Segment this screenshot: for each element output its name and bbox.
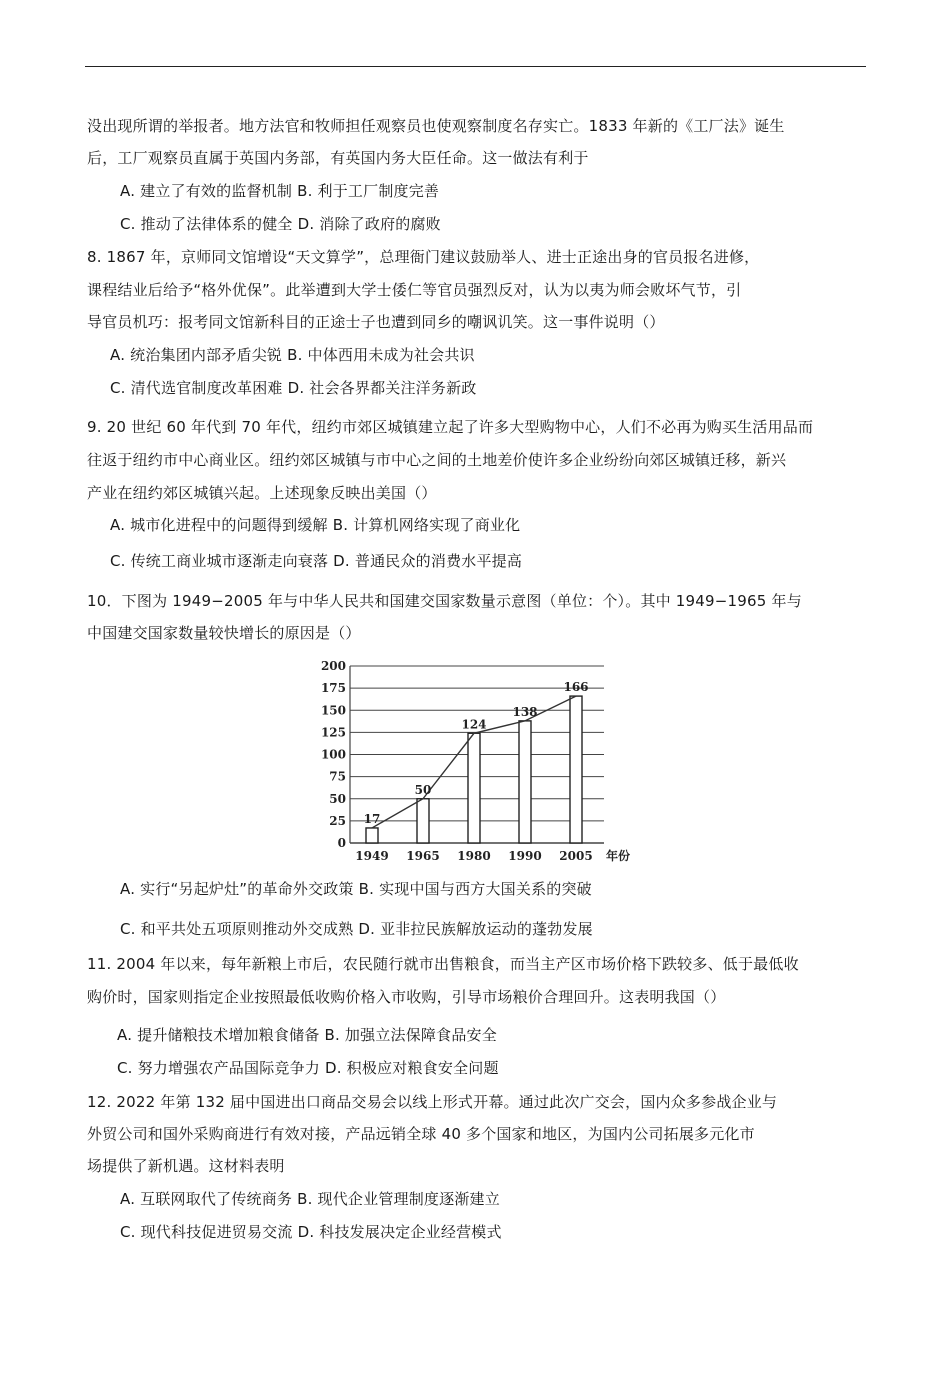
y-tick-label: 200 [320,659,346,673]
q8-stem-line-2: 课程结业后给予“格外优保”。此举遭到大学士倭仁等官员强烈反对，认为以夷为师会败坏气节，引 [87,281,742,299]
q7-options-ab: A. 建立了有效的监督机制 B. 利于工厂制度完善 [120,182,440,200]
header-rule [85,66,866,67]
bar-value-label: 17 [363,811,381,826]
y-tick-label: 175 [320,681,346,696]
q11-options-cd: C. 努力增强农产品国际竞争力 D. 积极应对粮食安全问题 [117,1059,499,1077]
x-tick-label: 1980 [457,849,491,863]
q10-options-ab: A. 实行“另起炉灶”的革命外交政策 B. 实现中国与西方大国关系的突破 [120,880,592,898]
bar [366,828,378,843]
q9-stem-line-2: 往返于纽约市中心商业区。纽约郊区城镇与市中心之间的土地差价使许多企业纷纷向郊区城镇迁移，新兴 [87,451,787,469]
q12-stem-line-3: 场提供了新机遇。这材料表明 [87,1157,285,1175]
y-tick-label: 125 [320,725,346,740]
q10-stem-line-1: 10．下图为 1949−2005 年与中华人民共和国建交国家数量示意图（单位：个）。其中 1949−1965 年与 [87,592,802,610]
x-tick-label: 1965 [406,849,440,863]
bar [519,721,531,843]
bar [570,696,582,843]
q9-options-ab: A. 城市化进程中的问题得到缓解 B. 计算机网络实现了商业化 [110,516,521,534]
bar-value-label: 166 [563,680,589,695]
bar [417,799,429,843]
y-tick-label: 150 [320,703,346,718]
q12-options-cd: C. 现代科技促进贸易交流 D. 科技发展决定企业经营模式 [120,1223,502,1241]
bar [468,733,480,843]
q11-stem-line-1: 11. 2004 年以来，每年新粮上市后，农民随行就市出售粮食，而当主产区市场价格下跌较多、低于最低收 [87,955,799,973]
q10-stem-line-2: 中国建交国家数量较快增长的原因是（） [87,624,361,642]
q12-stem-line-1: 12. 2022 年第 132 届中国进出口商品交易会以线上形式开幕。通过此次广交会，国内众多参战企业与 [87,1093,778,1111]
x-tick-label: 1990 [508,849,542,863]
x-tick-label: 2005 [559,849,593,863]
bar-value-label: 138 [512,704,538,719]
q8-stem-line-3: 导官员机巧：报考同文馆新科目的正途士子也遭到同乡的嘲讽讥笑。这一事件说明（） [87,313,665,331]
diplomatic-relations-bar-chart [320,656,640,866]
q12-options-ab: A. 互联网取代了传统商务 B. 现代企业管理制度逐渐建立 [120,1190,500,1208]
y-tick-label: 100 [320,747,346,762]
y-tick-label: 50 [329,791,346,806]
q12-stem-line-2: 外贸公司和国外采购商进行有效对接，产品远销全球 40 多个国家和地区，为国内公司拓展多元化市 [87,1125,755,1143]
y-tick-label: 0 [337,836,346,850]
q8-stem-line-1: 8. 1867 年，京师同文馆增设“天文算学”，总理衙门建议鼓励举人、进士正途出身的官员报名进修， [87,248,760,266]
x-tick-label: 1949 [355,849,389,863]
x-axis-label: 年份 [606,849,631,863]
q9-options-cd: C. 传统工商业城市逐渐走向衰落 D. 普通民众的消费水平提高 [110,552,523,570]
q11-options-ab: A. 提升储粮技术增加粮食储备 B. 加强立法保障食品安全 [117,1026,497,1044]
q9-stem-line-3: 产业在纽约郊区城镇兴起。上述现象反映出美国（） [87,484,437,502]
q9-stem-line-1: 9. 20 世纪 60 年代到 70 年代，纽约市郊区城镇建立起了许多大型购物中心，人们不必再为购买生活用品而 [87,418,814,436]
q11-stem-line-2: 购价时，国家则指定企业按照最低收购价格入市收购，引导市场粮价合理回升。这表明我国（） [87,988,726,1006]
q10-options-cd: C. 和平共处五项原则推动外交成熟 D. 亚非拉民族解放运动的蓬勃发展 [120,920,593,938]
q7-options-cd: C. 推动了法律体系的健全 D. 消除了政府的腐败 [120,215,441,233]
q8-options-ab: A. 统治集团内部矛盾尖锐 B. 中体西用未成为社会共识 [110,346,475,364]
y-tick-label: 25 [329,813,346,828]
q7-stem-line-1: 没出现所谓的举报者。地方法官和牧师担任观察员也使观察制度名存实亡。1833 年新的《工厂法》诞生 [87,117,785,135]
bar-value-label: 124 [461,717,487,732]
q7-stem-line-2: 后，工厂观察员直属于英国内务部，有英国内务大臣任命。这一做法有利于 [87,149,589,167]
q8-options-cd: C. 清代选官制度改革困难 D. 社会各界都关注洋务新政 [110,379,477,397]
bar-value-label: 50 [414,782,432,797]
y-tick-label: 75 [329,769,346,784]
